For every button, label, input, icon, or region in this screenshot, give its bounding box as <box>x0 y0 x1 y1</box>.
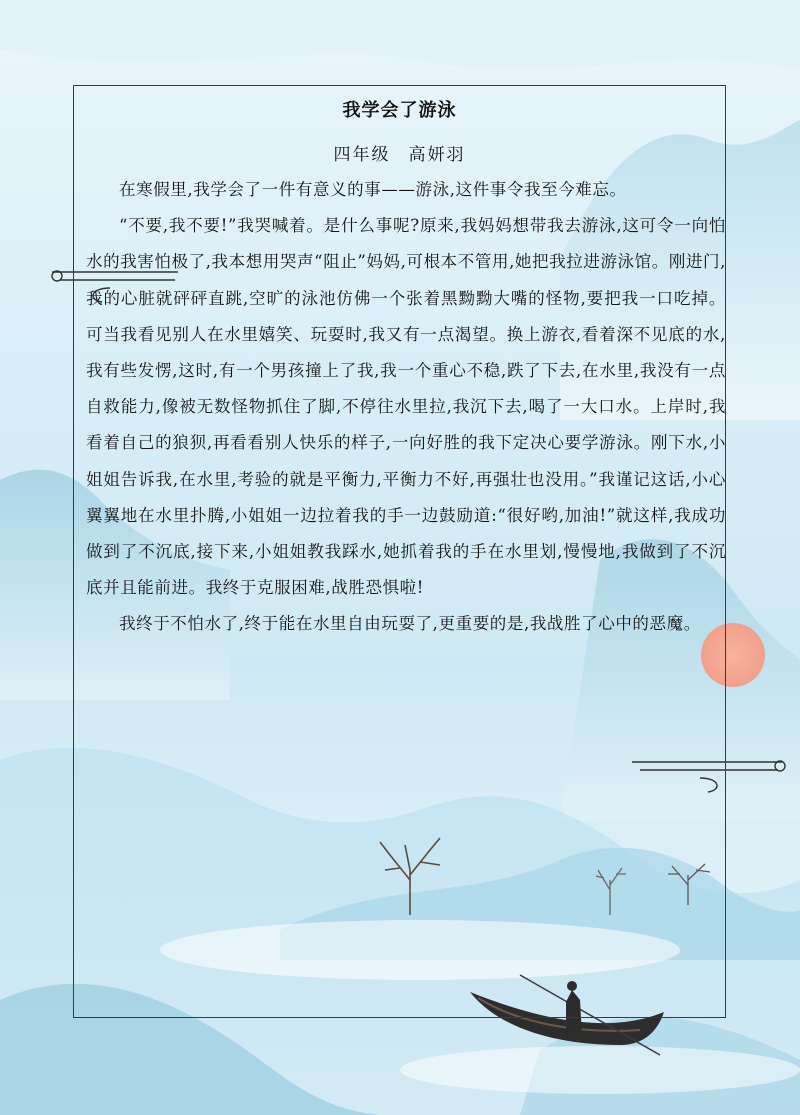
grade-label: 四年级 <box>333 145 391 165</box>
paragraph: 在寒假里,我学会了一件有意义的事——游泳,这件事令我至今难忘。 <box>119 180 627 199</box>
paragraph: 我终于不怕水了,终于能在水里自由玩耍了,更重要的是,我战胜了心中的恶魔。 <box>119 614 701 634</box>
essay-title: 我学会了游泳 <box>342 100 457 121</box>
paragraph: “不要,我不要!”我哭喊着。是什么事呢?原来,我妈妈想带我去游泳,这可令一向怕水的我害怕极了,我本想用哭声“阻止”妈妈,可根本不管用,她把我拉进游泳馆。刚进门,我的心脏就砰砰直跳,空旷的泳池仿佛一个张着黑黝黝大嘴的怪物,要把我一口吃掉。可当我看见别人在水里嬉笑、玩耍时,我又有一点渴望。换上游衣,看着深不见底的水,我有些发愣,这时,有一个男孩撞上了我,我一个重心不稳,跌了下去,在水里,我没有一点自救能力,像被无数怪物抓住了脚,不停往水里拉,我沉下去,喝了一大口水。上岸时,我看着自己的狼狈,再看看别人快乐的样子,一向好胜的我下定决心要学游泳。刚下水,小姐姐告诉我,在水里,考验的就是平衡力,平衡力不好,再强壮也没用。”我谨记这话,小心翼翼地在水里扑腾,小姐姐一边拉着我的手一边鼓励道:“很好哟,加油!”就这样,我成功做到了不沉底,接下来,小姐姐教我踩水,她抓着我的手在水里划,慢慢地,我做到了不沉底并且能前进。我终于克服困难,战胜恐惧啦! <box>86 216 726 598</box>
essay-body <box>86 172 726 643</box>
author-line <box>73 140 726 165</box>
author-name: 高妍羽 <box>408 145 466 165</box>
